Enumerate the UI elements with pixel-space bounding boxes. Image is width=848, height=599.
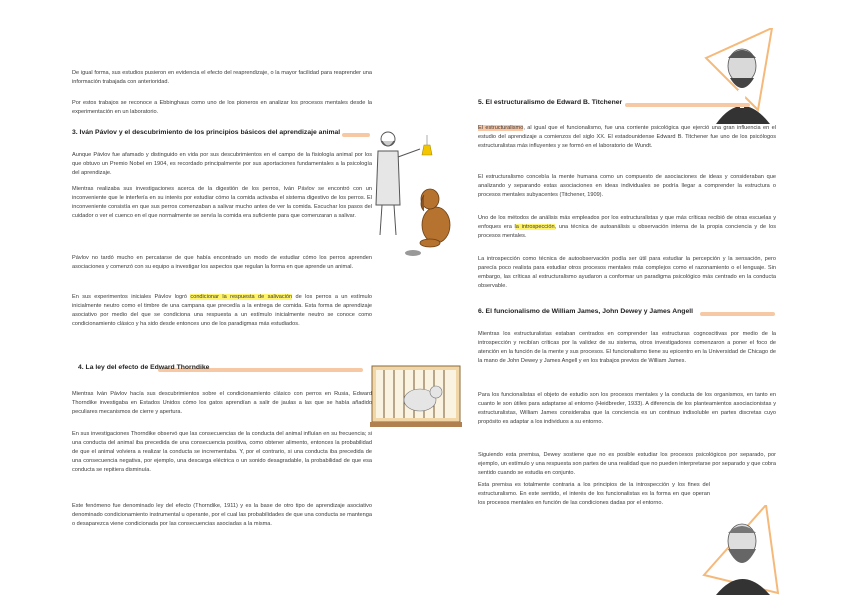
heading-accent-bar [342, 133, 370, 137]
titchener-portrait [700, 28, 786, 128]
paragraph-funcionalismo-chicago: Mientras los estructuralistas estaban centrados en comprender las estructuras cognoscitivas por medio de la introspección y recibían críticas por la validez de su sistema, otros investigadores comenzaron a poner el foco de atención en la función de la mente y sus procesos. El funcionalismo tiene su epicentro en la Universidad de Chicago de la mano de John Dewey y James Angell y en los trabajos previos de William James. [478, 331, 776, 364]
paragraph-dewey-premisa: Siguiendo esta premisa, Dewey sostiene que no es posible estudiar los procesos psicológicos por separado, por ejemplo, un estímulo y una respuesta son partes de una realidad que no pueden interpretarse por separado y que cobra sentido cuando se estudia en conjunto. [478, 452, 776, 476]
paragraph-estructuralismo: El estructuralismo, al igual que el funcionalismo, fue una corriente psicológica que ejerció una gran influencia en el estudio del aprendizaje a comienzos del siglo XX. El estadounidense Edward B. Titchener fue uno de los psicólogos estructuralistas más influyentes y se formó en el laboratorio de Wundt. [478, 125, 777, 149]
paragraph-ley-efecto: Este fenómeno fue denominado ley del efecto (Thorndike, 1911) y es la base de otro tipo de aprendizaje asociativo denominado condicionamiento instrumental u operante, por el cual las probabilidades de que una conducta se mantenga o desaparezca viene condicionada por las consecuencias asociadas a la misma. [72, 503, 372, 527]
section-heading-titchener: 5. El estructuralismo de Edward B. Titchener [478, 99, 623, 106]
heading-accent-bar [625, 103, 750, 107]
paragraph-thorndike-gatos: Mientras Iván Pávlov hacía sus descubrimientos sobre el condicionamiento clásico con perros en Rusia, Edward Thorndike investigaba en Estados Unidos cómo los gatos aprendían a salir de jaulas a las que se había añadido peculiares mecanismos de cierre y apertura. [72, 391, 372, 415]
paragraph-autoobservacion: La introspección como técnica de autoobservación podía ser útil para estudiar la percepción y la sensación, pero parecía poco realista para estudiar otros procesos mentales más complejos como el razonamiento o el lenguaje. Sin embargo, las críticas al estructuralismo ayudaron a conformar un paradigma psicológico más centrado en la conducta observable. [478, 256, 776, 289]
highlight-introspeccion: la introspección [514, 224, 555, 230]
section-heading-funcionalismo: 6. El funcionalismo de William James, John Dewey y James Angell [478, 308, 693, 315]
paragraph-contraria-introspeccion: Esta premisa es totalmente contraria a los principios de la introspección y los fines del estructuralismo. En este sentido, el interés de los funcionalistas es la forma en que operan los procesos mentales en función de las condiciones dadas por el entorno. [478, 482, 710, 506]
section-heading-pavlov: 3. Iván Pávlov y el descubrimiento de los principios básicos del aprendizaje animal [72, 129, 341, 136]
paragraph-pavlov-nobel: Aunque Pávlov fue afamado y distinguido en vida por sus descubrimientos en el campo de la fisiología animal por los que obtuvo un Premio Nobel en 1904, es recordado principalmente por sus aportaciones fundamentales a la psicología del aprendizaje. [72, 152, 372, 176]
pavlov-dog-illustration [368, 125, 458, 265]
paragraph-pavlov-experimentos: En sus experimentos iniciales Pávlov logró condicionar la respuesta de salivación de los perros a un estímulo inicialmente neutro como el timbre de una campana que precedía a la entrega de comida. Esta forma de aprendizaje asociativo por medio del que se condiciona una respuesta a un estímulo inicialmente neutro se conoce como condicionamiento clásico y ha sido desde entonces uno de los paradigmas más estudiados. [72, 294, 373, 327]
william-james-portrait [700, 505, 780, 595]
paragraph-ebbinghaus: Por estos trabajos se reconoce a Ebbinghaus como uno de los pioneros en analizar los procesos mentales desde la experimentación en un laboratorio. [72, 100, 372, 115]
highlight-salivacion: condicionar la respuesta de salivación [190, 294, 293, 300]
paragraph-introspeccion: Uno de los métodos de análisis más empleados por los estructuralistas y que más críticas recibió de otras escuelas y enfoques era la introspección, una técnica de autoanálisis u observación interna de la propia conciencia y de los procesos mentales. [478, 215, 776, 239]
paragraph-thorndike-consecuencias: En sus investigaciones Thorndike observó que las consecuencias de la conducta del animal influían en su frecuencia; si una conducta del animal iba precedida de una consecuencia positiva, como obtener alimento, entonces la probabilidad de que el animal volviera a realizar la conducta se incrementaba. Y, por el contrario, si una conducta iba precedida de una consecuencia negativa, por ejemplo, una descarga eléctrica o un sonido desagradable, la probabilidad de que esa conducta se repitiera disminuía. [72, 431, 372, 473]
section-heading-thorndike: 4. La ley del efecto de Edward Thorndike [78, 364, 210, 371]
paragraph-reaprendizaje: De igual forma, sus estudios pusieron en evidencia el efecto del reaprendizaje, o la mayor facilidad para reaprender una información trabajada con anterioridad. [72, 70, 372, 85]
paragraph-mente-humana: El estructuralismo concebía la mente humana como un compuesto de asociaciones de ideas y consideraban que analizando y separando estas asociaciones en ideas individuales se podría llegar a comprender la estructura o procesos mentales subyacentes (Titchener, 1909). [478, 174, 776, 198]
paragraph-pavlov-digestion: Mientras realizaba sus investigaciones acerca de la digestión de los perros, Iván Pávlov se encontró con un inconveniente que le interfería en su interés por estudiar cómo la comida activaba el sistema digestivo de los perros. El inconveniente consistía en que sus perros comenzaban a salivar mucho antes de ver la comida. Escuchar los pasos del cuidador o ver el cuenco en el que normalmente se servía la comida era suficiente para que comenzaran a salivar. [72, 186, 372, 219]
highlight-estructuralismo: El estructuralismo [478, 125, 524, 131]
cat-puzzle-box-illustration [370, 360, 462, 428]
paragraph-pavlov-asociaciones: Pávlov no tardó mucho en percatarse de que había encontrado un modo de estudiar cómo los perros aprenden asociaciones y comenzó con su equipo a investigar los aspectos que regulan la forma en que aprende un animal. [72, 255, 372, 270]
heading-accent-bar [700, 312, 775, 316]
paragraph-funcionalistas-objeto: Para los funcionalistas el objeto de estudio son los procesos mentales y la conducta de los organismos, en tanto en cuanto le son útiles para adaptarse al entorno (Heidbreder, 1933). A diferencia de los planteamientos asociacionistas y estructuralistas, William James consideraba que la conciencia es un continuo indisoluble en partes discretas cuyo propósito es adaptar a los individuos a su entorno. [478, 392, 776, 425]
